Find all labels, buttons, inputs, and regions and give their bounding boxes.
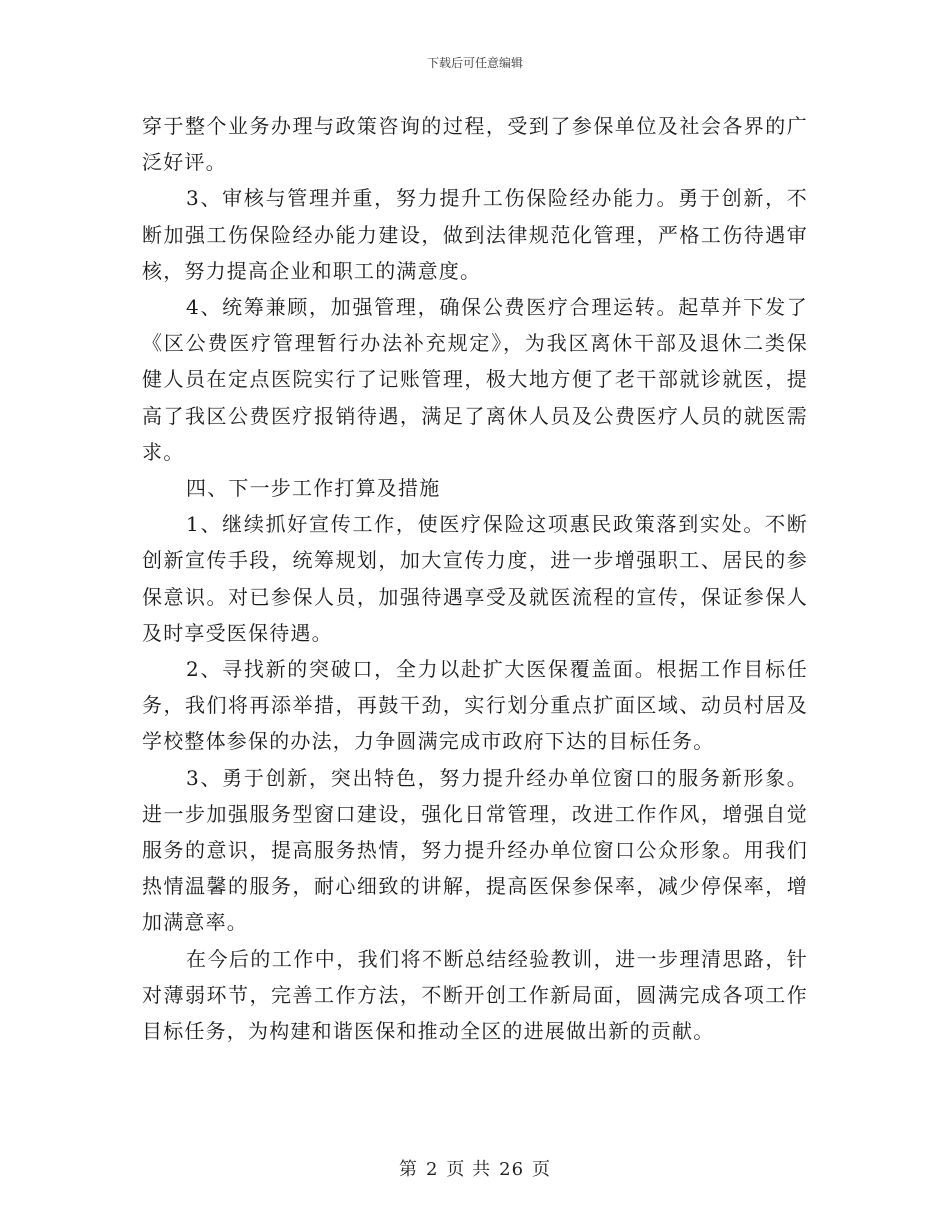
paragraph-item-3-injury-insurance: 3、审核与管理并重，努力提升工伤保险经办能力。勇于创新，不断加强工伤保险经办能力建设，做到法律规范化管理，严格工伤待遇审核，努力提高企业和职工的满意度。 bbox=[142, 186, 808, 283]
paragraph-next-step-3: 3、勇于创新，突出特色，努力提升经办单位窗口的服务新形象。进一步加强服务型窗口建设，强化日常管理，改进工作作风，增强自觉服务的意识，提高服务热情，努力提升经办单位窗口公众形象。用我们热情温馨的服务，耐心细致的讲解，提高医保参保率，减少停保率，增加满意率。 bbox=[142, 765, 808, 935]
paragraph-next-step-2: 2、寻找新的突破口，全力以赴扩大医保覆盖面。根据工作目标任务，我们将再添举措，再鼓干劲，实行划分重点扩面区域、动员村居及学校整体参保的办法，力争圆满完成市政府下达的目标任务。 bbox=[142, 657, 808, 754]
document-body bbox=[142, 108, 808, 1049]
page-label-prefix: 第 bbox=[398, 1159, 418, 1180]
page-footer bbox=[0, 1155, 950, 1181]
paragraph-continuation: 穿于整个业务办理与政策咨询的过程，受到了参保单位及社会各界的广泛好评。 bbox=[142, 114, 808, 175]
paragraph-conclusion: 在今后的工作中，我们将不断总结经验教训，进一步理清思路，针对薄弱环节，完善工作方法，不断开创工作新局面，圆满完成各项工作目标任务，为构建和谐医保和推动全区的进展做出新的贡献。 bbox=[142, 946, 808, 1044]
paragraph-item-4-public-medical: 4、统筹兼顾，加强管理，确保公费医疗合理运转。起草并下发了《区公费医疗管理暂行办法补充规定》，为我区离休干部及退休二类保健人员在定点医院实行了记账管理，极大地方便了老干部就诊就医，提高了我区公费医疗报销待遇，满足了离休人员及公费医疗人员的就医需求。 bbox=[142, 295, 808, 464]
page-total-number: 26 bbox=[499, 1159, 525, 1180]
page-label-suffix: 页 bbox=[532, 1159, 552, 1180]
header-note: 下载后可任意编辑 bbox=[426, 56, 523, 70]
page-label-mid: 页 共 bbox=[446, 1159, 492, 1180]
paragraph-next-step-1: 1、继续抓好宣传工作，使医疗保险这项惠民政策落到实处。不断创新宣传手段，统筹规划，加大宣传力度，进一步增强职工、居民的参保意识。对已参保人员，加强待遇享受及就医流程的宣传，保证参保人及时享受医保待遇。 bbox=[142, 512, 808, 645]
section-heading-next-steps: 四、下一步工作打算及措施 bbox=[186, 476, 441, 501]
page-current-number: 2 bbox=[425, 1159, 439, 1180]
